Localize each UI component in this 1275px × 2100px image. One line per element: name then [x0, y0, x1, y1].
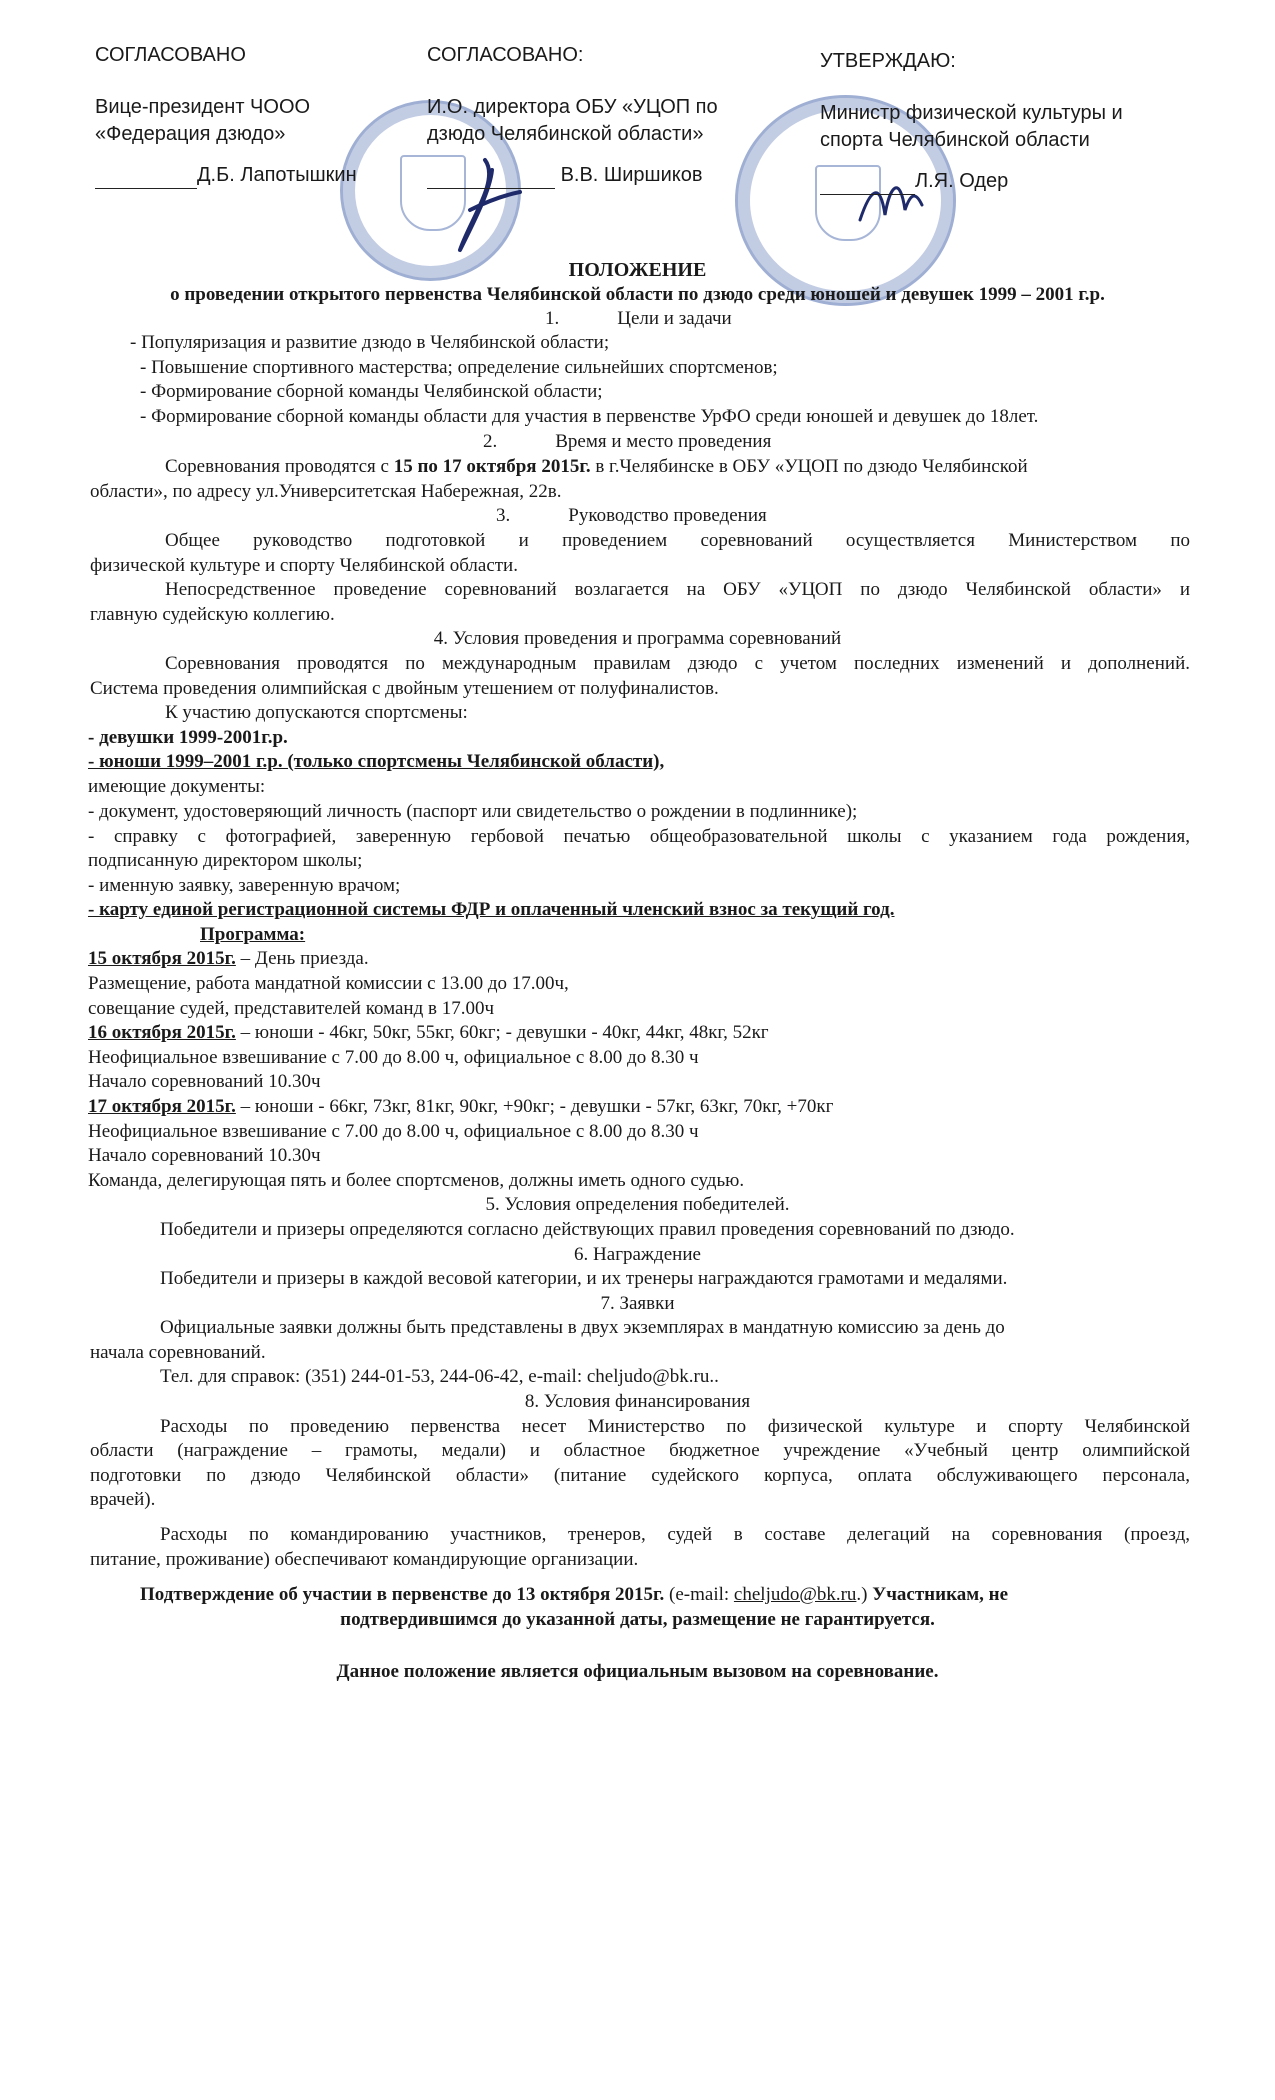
- section-5-heading: 5. Условия определения победителей.: [485, 1194, 790, 1215]
- paragraph-line: Непосредственное проведение соревнований возлагается на ОБУ «УЦОП по дзюдо Челябинской области» и: [165, 579, 1190, 600]
- section-7-heading: 7. Заявки: [600, 1293, 675, 1314]
- text-run: (e-mail:: [664, 1584, 734, 1605]
- signature-line: [820, 194, 915, 195]
- approval-title: СОГЛАСОВАНО:: [427, 44, 584, 66]
- text-run: в г.Челябинске в ОБУ «УЦОП по дзюдо Челябинской: [590, 456, 1028, 477]
- section-number: 3.: [496, 505, 511, 526]
- program-date: 16 октября 2015г.: [88, 1022, 236, 1043]
- program-day: [88, 1095, 833, 1120]
- document-subtitle: о проведении открытого первенства Челябинской области по дзюдо среди юношей и девушек 1999 – 2001 г.р.: [170, 284, 1105, 305]
- approval-name: Д.Б. Лапотышкин: [197, 164, 357, 186]
- document-title: ПОЛОЖЕНИЕ: [568, 259, 707, 281]
- document-item: - документ, удостоверяющий личность (паспорт или свидетельство о рождении в подлиннике);: [88, 801, 858, 822]
- program-heading: Программа:: [200, 924, 306, 945]
- competition-dates: 15 по 17 октября 2015г.: [393, 456, 591, 477]
- confirmation-line-2: подтвердившимся до указанной даты, размещение не гарантируется.: [340, 1609, 935, 1630]
- section-title: Время и место проведения: [555, 431, 772, 452]
- goal-item: - Популяризация и развитие дзюдо в Челябинской области;: [130, 332, 610, 353]
- section-4-heading: 4. Условия проведения и программа соревнований: [433, 628, 842, 649]
- paragraph-line: области (награждение – грамоты, медали) и областное бюджетное учреждение «Учебный центр олимпийской: [90, 1440, 1190, 1461]
- text-run: – День приезда.: [235, 948, 369, 969]
- signature-line: [427, 188, 555, 189]
- paragraph-line: Победители и призеры определяются согласно действующих правил проведения соревнований по дзюдо.: [160, 1219, 1015, 1240]
- text-run: – юноши - 66кг, 73кг, 81кг, 90кг, +90кг; - девушки - 57кг, 63кг, 70кг, +70кг: [235, 1096, 834, 1117]
- paragraph-line: Соревнования проводятся по международным правилам дзюдо с учетом последних изменений и дополнений.: [165, 653, 1190, 674]
- program-line: Размещение, работа мандатной комиссии с 13.00 до 17.00ч,: [88, 973, 569, 994]
- approval-left: [95, 42, 357, 189]
- approval-position: Вице-президент ЧООО: [95, 96, 311, 118]
- text-run: Соревнования проводятся с: [165, 456, 394, 477]
- admitted-girls: - девушки 1999-2001г.р.: [88, 727, 288, 748]
- approval-position: И.О. директора ОБУ «УЦОП по: [427, 96, 718, 118]
- contact-phone: Тел. для справок: (351) 244-01-53, 244-06-42, e-mail: cheljudo@bk.ru..: [160, 1366, 719, 1387]
- paragraph-line: Расходы по командированию участников, тренеров, судей в составе делегаций на соревнования (проезд,: [160, 1524, 1190, 1545]
- paragraph-line: Расходы по проведению первенства несет Министерство по физической культуре и спорту Челябинской: [160, 1416, 1190, 1437]
- program-line: Неофициальное взвешивание с 7.00 до 8.00 ч, официальное с 8.00 до 8.30 ч: [88, 1121, 699, 1142]
- approval-middle: [427, 42, 718, 189]
- text-run: Подтверждение об участии в первенстве до 13 октября 2015г.: [140, 1584, 665, 1605]
- section-title: Руководство проведения: [568, 505, 767, 526]
- section-title: Цели и задачи: [617, 308, 732, 329]
- approval-title: СОГЛАСОВАНО: [95, 44, 246, 66]
- goal-item: - Формирование сборной команды области для участия в первенстве УрФО среди юношей и девушек до 18лет.: [140, 406, 1039, 427]
- paragraph-line: области», по адресу ул.Университетская Набережная, 22в.: [90, 481, 562, 502]
- approval-title: УТВЕРЖДАЮ:: [820, 50, 956, 72]
- paragraph-line: Система проведения олимпийская с двойным утешением от полуфиналистов.: [90, 678, 719, 699]
- approval-position: «Федерация дзюдо»: [95, 123, 286, 145]
- text-run: .): [856, 1584, 873, 1605]
- signature-line: [95, 188, 197, 189]
- final-note: Данное положение является официальным вызовом на соревнование.: [336, 1661, 939, 1682]
- section-2-heading: [483, 430, 771, 455]
- approval-position: дзюдо Челябинской области»: [427, 123, 704, 145]
- program-day: [88, 947, 369, 972]
- document-item: - карту единой регистрационной системы ФДР и оплаченный членский взнос за текущий год.: [88, 899, 895, 920]
- program-date: 15 октября 2015г.: [88, 948, 236, 969]
- paragraph-line: главную судейскую коллегию.: [90, 604, 335, 625]
- paragraph-line: подготовки по дзюдо Челябинской области» (питание судейского корпуса, оплата обслуживающего персонала,: [90, 1465, 1190, 1486]
- text-run: Участникам, не: [872, 1584, 1009, 1605]
- paragraph-line: К участию допускаются спортсмены:: [165, 702, 468, 723]
- approval-name: Л.Я. Одер: [915, 170, 1009, 192]
- confirmation-line: [140, 1583, 1008, 1608]
- program-line: совещание судей, представителей команд в 17.00ч: [88, 998, 495, 1019]
- paragraph-line: начала соревнований.: [90, 1342, 266, 1363]
- section-6-heading: 6. Награждение: [574, 1244, 701, 1265]
- goal-item: - Формирование сборной команды Челябинской области;: [140, 381, 603, 402]
- goal-item: - Повышение спортивного мастерства; определение сильнейших спортсменов;: [140, 357, 778, 378]
- approval-name: В.В. Ширшиков: [560, 164, 703, 186]
- program-line: Начало соревнований 10.30ч: [88, 1071, 321, 1092]
- document-item: подписанную директором школы;: [88, 850, 363, 871]
- text-run: – юноши - 46кг, 50кг, 55кг, 60кг; - девушки - 40кг, 44кг, 48кг, 52кг: [235, 1022, 769, 1043]
- section-number: 2.: [483, 431, 498, 452]
- paragraph-line: Победители и призеры в каждой весовой категории, и их тренеры награждаются грамотами и медалями.: [160, 1268, 1008, 1289]
- document-item: - справку с фотографией, заверенную гербовой печатью общеобразовательной школы с указанием года рождения,: [88, 826, 1190, 847]
- approval-right: [820, 48, 1123, 195]
- paragraph-line: Официальные заявки должны быть представлены в двух экземплярах в мандатную комиссию за день до: [160, 1317, 1005, 1338]
- paragraph: [165, 455, 1028, 480]
- document-item: - именную заявку, заверенную врачом;: [88, 875, 401, 896]
- program-date: 17 октября 2015г.: [88, 1096, 236, 1117]
- approval-position: Министр физической культуры и: [820, 102, 1123, 124]
- program-line: Команда, делегирующая пять и более спортсменов, должны иметь одного судью.: [88, 1170, 745, 1191]
- admitted-boys: - юноши 1999–2001 г.р. (только спортсмены Челябинской области),: [88, 751, 665, 772]
- program-line: Начало соревнований 10.30ч: [88, 1145, 321, 1166]
- paragraph-line: Общее руководство подготовкой и проведением соревнований осуществляется Министерством по: [165, 530, 1190, 551]
- paragraph-line: физической культуре и спорту Челябинской области.: [90, 555, 518, 576]
- section-number: 1.: [545, 308, 560, 329]
- paragraph-line: имеющие документы:: [88, 776, 266, 797]
- program-day: [88, 1021, 769, 1046]
- program-line: Неофициальное взвешивание с 7.00 до 8.00 ч, официальное с 8.00 до 8.30 ч: [88, 1047, 699, 1068]
- paragraph-line: питание, проживание) обеспечивают командирующие организации.: [90, 1549, 639, 1570]
- approval-position: спорта Челябинской области: [820, 129, 1090, 151]
- section-1-heading: [545, 307, 732, 332]
- section-8-heading: 8. Условия финансирования: [524, 1391, 751, 1412]
- paragraph-line: врачей).: [90, 1489, 156, 1510]
- section-3-heading: [496, 504, 767, 529]
- email-link[interactable]: cheljudo@bk.ru: [733, 1584, 857, 1605]
